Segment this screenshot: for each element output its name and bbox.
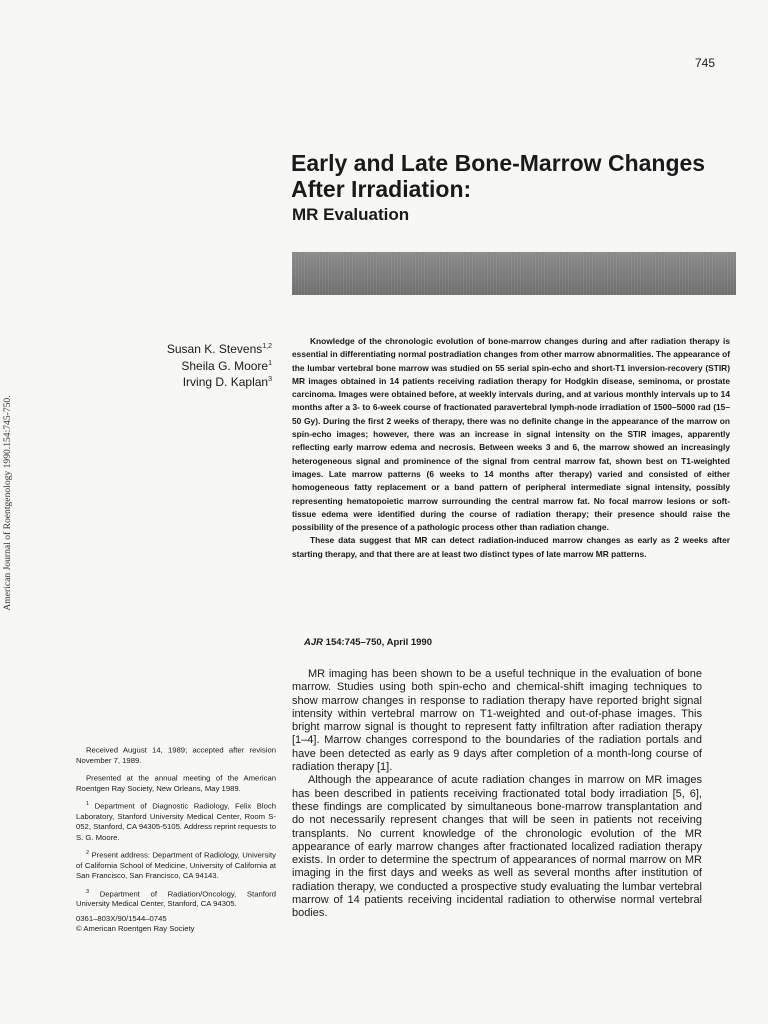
footnote [76, 799, 276, 843]
author-name: Susan K. Stevens [166, 342, 263, 356]
copyright-line: © American Roentgen Ray Society [76, 924, 195, 934]
author-name: Irving D. Kaplan [182, 375, 269, 389]
author-affiliation: 1 [268, 359, 272, 367]
citation-details: 154:745–750, April 1990 [323, 637, 432, 648]
footnote-text: Received August 14, 1989; accepted after revision November 7, 1989. [76, 745, 276, 765]
publication-codes [76, 914, 276, 935]
author-affiliation: 1,2 [262, 343, 272, 350]
footnotes [76, 743, 276, 915]
footnote-text: Department of Diagnostic Radiology, Felix Bloch Laboratory, Stanford University Medical Center, Room S-052, Stanford, CA 94305-5105. Address reprint requests to S. G. Moore. [76, 801, 277, 842]
footnote [76, 771, 276, 794]
body-text [292, 668, 702, 921]
footnote [76, 848, 276, 881]
abstract-paragraph: These data suggest that MR can detect radiation-induced marrow changes as early as 2 weeks after starting therapy, and that there are at least two distinct types of late marrow MR patterns. [292, 535, 730, 559]
body-paragraph: MR imaging has been shown to be a useful technique in the evaluation of bone marrow. Studies using both spin-echo and chemical-shift imaging techniques to show marrow changes in response to radiation therapy have reported bright signal intensity within vertebral marrow on T1-weighted and out-of-phase images. This bright marrow signal is thought to represent fatty infiltration after radiation therapy [1–4]. Marrow changes correspond to the boundaries of the radiation portals and have been detected as early as 9 days after completion of a month-long course of radiation therapy [1]. [292, 668, 702, 774]
journal-citation [304, 637, 604, 648]
body-paragraph: Although the appearance of acute radiation changes in marrow on MR images has been described in patients receiving fractionated total body irradiation [5, 6], these findings are complicated by simultaneous bone-marrow transplantation and do not necessarily represent changes that will be seen in patients not receiving transplants. No current knowledge of the chronologic evolution of the MR appearance of early marrow changes after fractionated localized radiation therapy exists. In order to determine the spectrum of appearances of normal marrow on MR imaging in the first days and weeks as well as several months after institution of radiation therapy, we conducted a prospective study evaluating the lumbar vertebral marrow of 14 patients receiving incidental radiation to otherwise normal vertebral bodies. [292, 774, 702, 920]
author-name: Sheila G. Moore [181, 358, 269, 373]
footnote-mark: 3 [86, 888, 90, 895]
author-list [120, 340, 272, 390]
author-item [120, 373, 272, 390]
footnote-text: Present address: Department of Radiology, University of California School of Medicine, University of California at San Francisco, San Francisco, CA 94143. [76, 850, 276, 881]
footnote [76, 743, 276, 766]
abstract [292, 335, 730, 561]
issn-code: 0361–803X/90/1544–0745 [76, 914, 167, 923]
footnote-text: Presented at the annual meeting of the American Roentgen Ray Society, New Orleans, May 1989. [76, 773, 276, 794]
author-affiliation: 3 [268, 376, 272, 383]
author-item [120, 357, 272, 374]
footnote-mark: 1 [86, 801, 90, 808]
abstract-paragraph: Knowledge of the chronologic evolution of bone-marrow changes during and after radiation therapy is essential in differentiating normal postradiation changes from other marrow abnormalities. The appearance of the lumbar vertebral bone marrow was studied on 55 serial spin-echo and short-T1 inversion-recovery (STIR) MR images obtained in 14 patients receiving radiation therapy for Hodgkin disease, seminoma, or prostate carcinoma. Images were obtained before, at weekly intervals during, and at various monthly intervals up to 14 months after a 3- to 6-week course of fractionated paravertebral lymph-node irradiation of 1500–5000 rad (15–50 Gy). During the first 2 weeks of therapy, there was no definite change in the appearance of the marrow on spin-echo images; however, there was an increase in signal intensity on the STIR images, apparently reflecting early marrow edema and necrosis. Between weeks 3 and 6, the marrow showed an increasingly heterogeneous signal and prominence of the signal from central marrow fat, shown best on T1-weighted images. Late marrow patterns (6 weeks to 14 months after therapy) varied and consisted of either homogeneous fatty replacement or a band pattern of peripheral intermediate signal intensity, possibly representing hematopoietic marrow surrounding the central marrow fat. No focal marrow lesions or soft-tissue edema were identified during the course of radiation therapy; their presence should raise the possibility of the presence of a pathologic process other than radiation change. [292, 336, 730, 533]
footnote [76, 887, 276, 910]
page-number: 745 [694, 56, 715, 70]
journal-abbrev: AJR [304, 637, 324, 648]
footnote-mark: 2 [86, 850, 90, 857]
article-subtitle: MR Evaluation [292, 205, 410, 224]
author-item [120, 340, 272, 357]
title-banner [292, 252, 736, 295]
footnote-text: Department of Radiation/Oncology, Stanford University Medical Center, Stanford, CA 94305. [76, 889, 276, 909]
side-citation: American Journal of Roentgenology 1990.154:745-750. [2, 395, 13, 611]
article-title: Early and Late Bone-Marrow Changes After Irradiation: [291, 150, 706, 202]
